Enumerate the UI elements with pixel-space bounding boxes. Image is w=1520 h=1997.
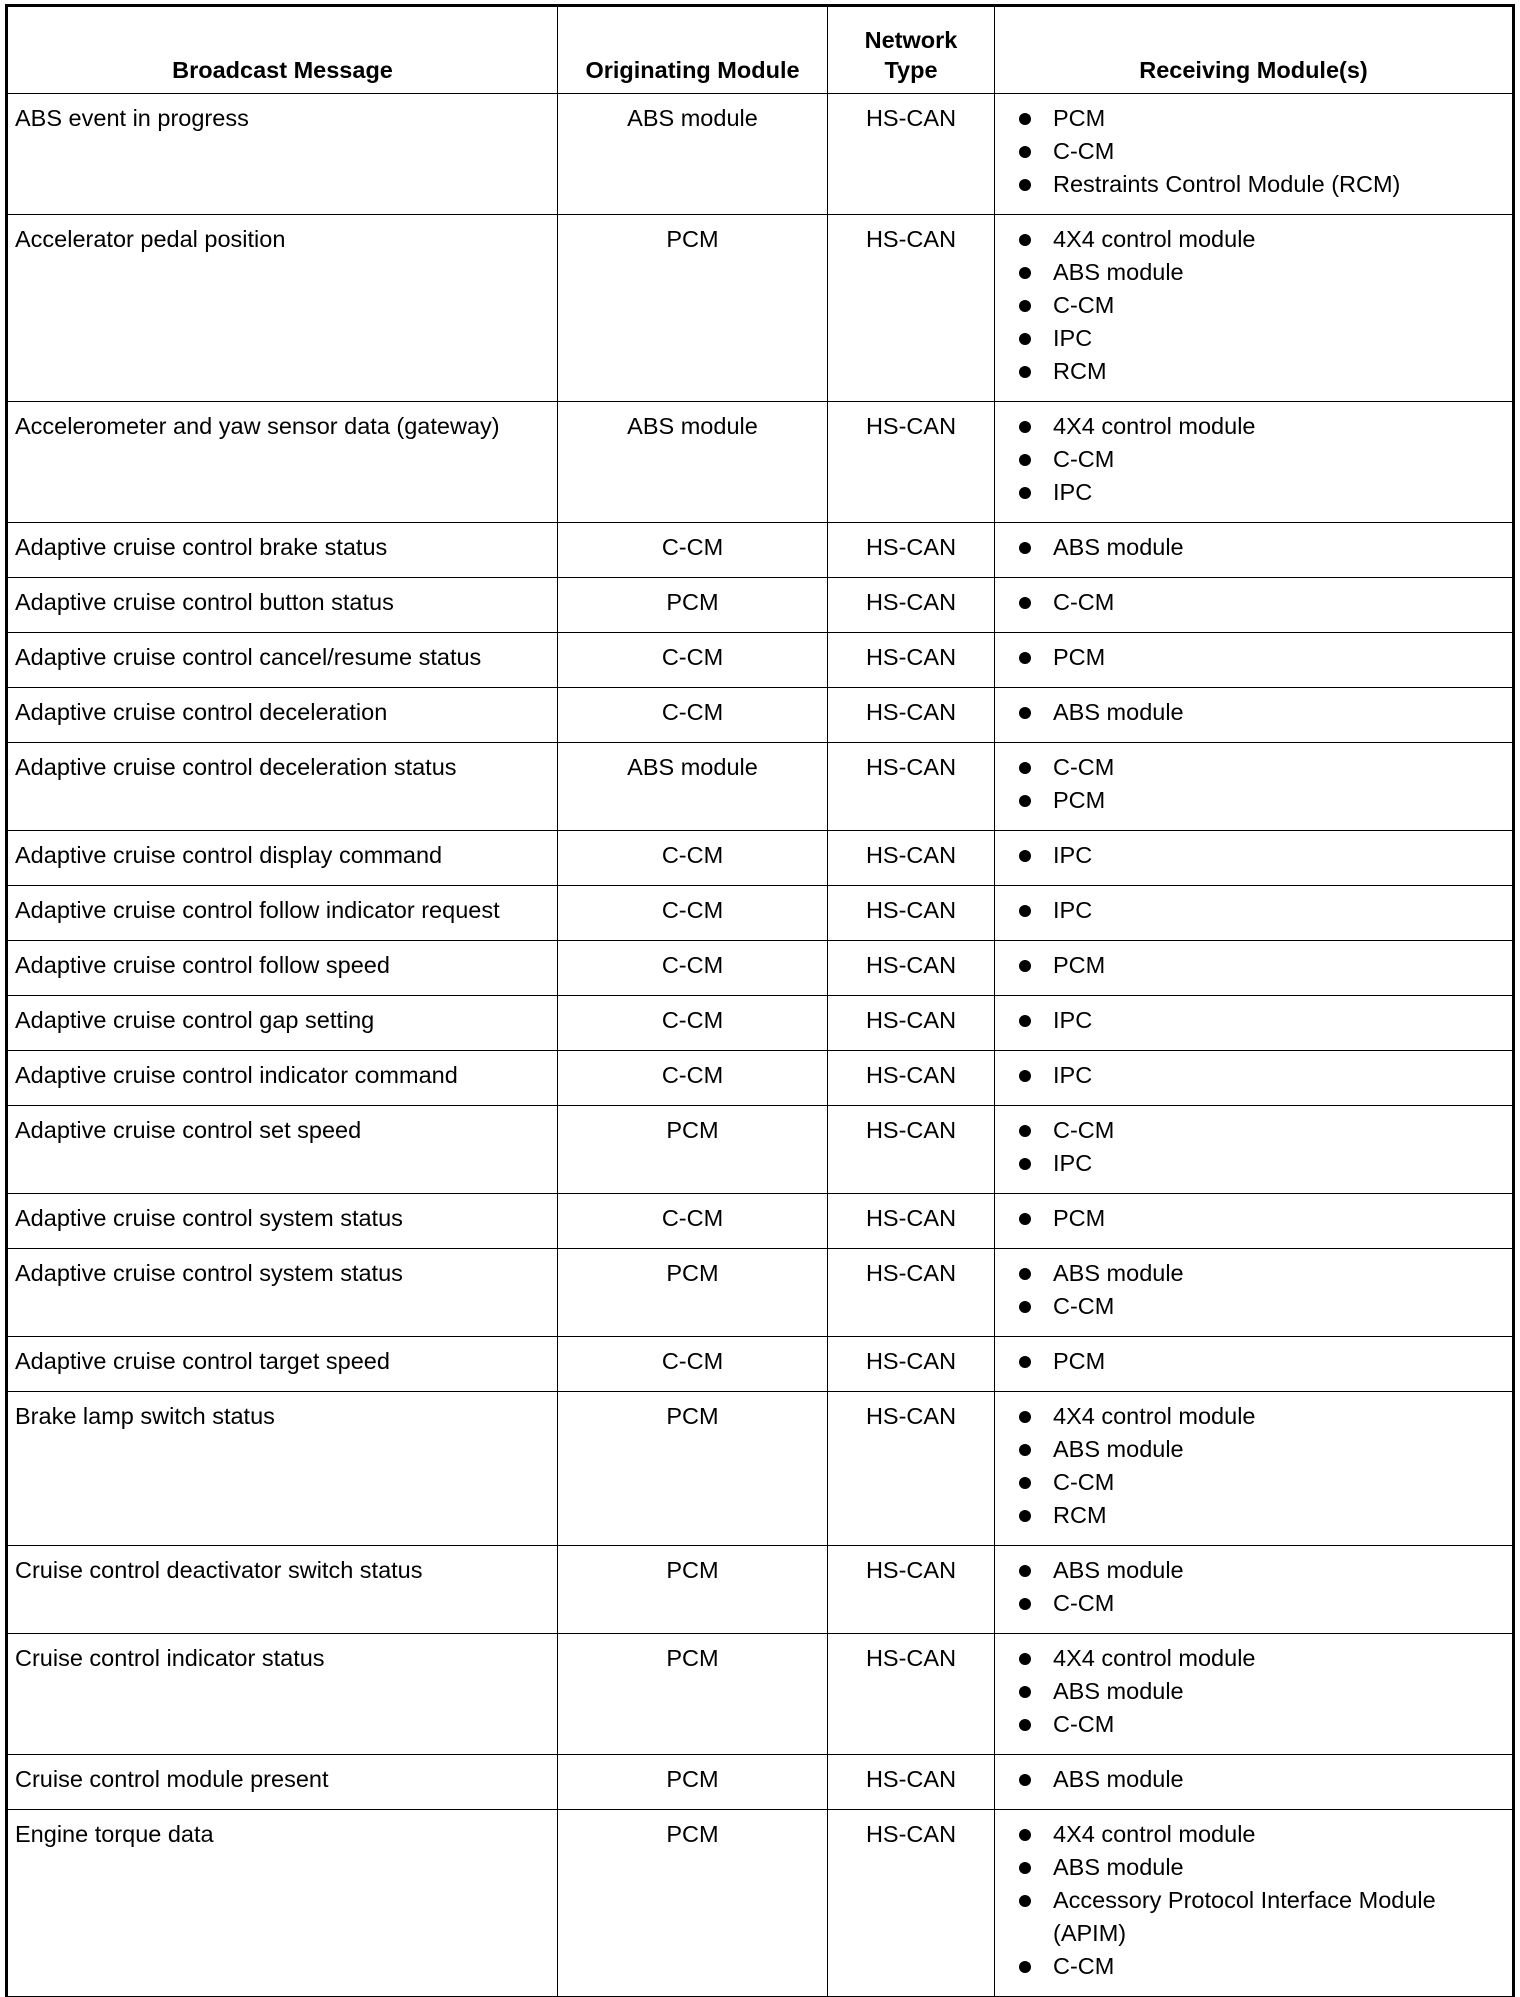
- receiving-module-item: PCM: [1019, 1202, 1504, 1235]
- broadcast-message-cell: Adaptive cruise control follow speed: [8, 941, 558, 996]
- table-row: [8, 215, 1513, 402]
- table-row: [8, 1392, 1513, 1546]
- network-type-cell: HS-CAN: [828, 1810, 995, 1997]
- receiving-module-item: C-CM: [1019, 1466, 1504, 1499]
- originating-module-cell: C-CM: [558, 688, 828, 743]
- receiving-modules-cell: [995, 402, 1513, 523]
- receiving-modules-list: [1019, 1642, 1504, 1741]
- originating-module-cell: C-CM: [558, 1337, 828, 1392]
- originating-module-cell: PCM: [558, 1810, 828, 1997]
- receiving-modules-list: [1019, 586, 1504, 619]
- receiving-modules-cell: [995, 633, 1513, 688]
- broadcast-message-cell: Cruise control indicator status: [8, 1634, 558, 1755]
- table-header-row: [8, 7, 1513, 94]
- receiving-module-item: C-CM: [1019, 586, 1504, 619]
- broadcast-message-cell: Adaptive cruise control brake status: [8, 523, 558, 578]
- receiving-modules-cell: [995, 1546, 1513, 1634]
- receiving-module-item: PCM: [1019, 784, 1504, 817]
- receiving-modules-cell: [995, 1106, 1513, 1194]
- receiving-module-item: ABS module: [1019, 1763, 1504, 1796]
- broadcast-message-cell: Engine torque data: [8, 1810, 558, 1997]
- receiving-module-item: ABS module: [1019, 1257, 1504, 1290]
- originating-module-cell: C-CM: [558, 831, 828, 886]
- network-type-cell: HS-CAN: [828, 743, 995, 831]
- receiving-module-item: Restraints Control Module (RCM): [1019, 168, 1504, 201]
- broadcast-message-cell: Adaptive cruise control indicator command: [8, 1051, 558, 1106]
- table-row: [8, 831, 1513, 886]
- originating-module-cell: ABS module: [558, 402, 828, 523]
- receiving-modules-cell: [995, 688, 1513, 743]
- receiving-modules-cell: [995, 215, 1513, 402]
- header-network-type-line1: Network: [864, 27, 958, 53]
- broadcast-message-cell: Adaptive cruise control set speed: [8, 1106, 558, 1194]
- network-type-cell: HS-CAN: [828, 1546, 995, 1634]
- receiving-modules-list: [1019, 1004, 1504, 1037]
- receiving-modules-cell: [995, 1249, 1513, 1337]
- table-row: [8, 886, 1513, 941]
- network-type-cell: HS-CAN: [828, 1755, 995, 1810]
- table-row: [8, 1249, 1513, 1337]
- network-type-cell: HS-CAN: [828, 1051, 995, 1106]
- broadcast-message-cell: Adaptive cruise control system status: [8, 1249, 558, 1337]
- originating-module-cell: ABS module: [558, 743, 828, 831]
- originating-module-cell: PCM: [558, 1755, 828, 1810]
- receiving-module-item: ABS module: [1019, 256, 1504, 289]
- receiving-modules-list: [1019, 1818, 1504, 1983]
- receiving-modules-list: [1019, 641, 1504, 674]
- originating-module-cell: PCM: [558, 578, 828, 633]
- network-type-cell: HS-CAN: [828, 996, 995, 1051]
- receiving-modules-list: [1019, 894, 1504, 927]
- header-originating-module: Originating Module: [558, 7, 828, 94]
- receiving-modules-list: [1019, 1554, 1504, 1620]
- receiving-module-item: C-CM: [1019, 289, 1504, 322]
- broadcast-message-cell: ABS event in progress: [8, 94, 558, 215]
- originating-module-cell: C-CM: [558, 523, 828, 578]
- table-row: [8, 996, 1513, 1051]
- broadcast-message-cell: Accelerator pedal position: [8, 215, 558, 402]
- receiving-module-item: C-CM: [1019, 1587, 1504, 1620]
- receiving-modules-cell: [995, 1051, 1513, 1106]
- receiving-modules-cell: [995, 1337, 1513, 1392]
- receiving-modules-cell: [995, 743, 1513, 831]
- receiving-modules-list: [1019, 1059, 1504, 1092]
- originating-module-cell: PCM: [558, 1546, 828, 1634]
- network-type-cell: HS-CAN: [828, 578, 995, 633]
- receiving-modules-list: [1019, 1202, 1504, 1235]
- receiving-modules-list: [1019, 1763, 1504, 1796]
- receiving-module-item: IPC: [1019, 322, 1504, 355]
- broadcast-message-cell: Cruise control module present: [8, 1755, 558, 1810]
- originating-module-cell: ABS module: [558, 94, 828, 215]
- receiving-modules-cell: [995, 523, 1513, 578]
- receiving-module-item: ABS module: [1019, 531, 1504, 564]
- receiving-module-item: IPC: [1019, 1059, 1504, 1092]
- receiving-module-item: 4X4 control module: [1019, 1642, 1504, 1675]
- receiving-modules-list: [1019, 1257, 1504, 1323]
- receiving-modules-list: [1019, 839, 1504, 872]
- receiving-modules-cell: [995, 831, 1513, 886]
- network-type-cell: HS-CAN: [828, 1106, 995, 1194]
- receiving-modules-cell: [995, 1634, 1513, 1755]
- receiving-module-item: ABS module: [1019, 1554, 1504, 1587]
- receiving-module-item: PCM: [1019, 1345, 1504, 1378]
- table-row: [8, 1634, 1513, 1755]
- network-type-cell: HS-CAN: [828, 1194, 995, 1249]
- receiving-module-item: RCM: [1019, 1499, 1504, 1532]
- receiving-modules-cell: [995, 94, 1513, 215]
- receiving-module-item: C-CM: [1019, 1290, 1504, 1323]
- broadcast-message-cell: Adaptive cruise control follow indicator request: [8, 886, 558, 941]
- receiving-module-item: ABS module: [1019, 1675, 1504, 1708]
- receiving-modules-cell: [995, 886, 1513, 941]
- originating-module-cell: PCM: [558, 1634, 828, 1755]
- broadcast-message-cell: Adaptive cruise control deceleration: [8, 688, 558, 743]
- receiving-module-item: C-CM: [1019, 1950, 1504, 1983]
- receiving-module-item: IPC: [1019, 894, 1504, 927]
- originating-module-cell: C-CM: [558, 633, 828, 688]
- receiving-modules-cell: [995, 1755, 1513, 1810]
- network-type-cell: HS-CAN: [828, 941, 995, 996]
- receiving-module-item: C-CM: [1019, 1114, 1504, 1147]
- network-type-cell: HS-CAN: [828, 831, 995, 886]
- broadcast-message-cell: Adaptive cruise control button status: [8, 578, 558, 633]
- table-row: [8, 402, 1513, 523]
- receiving-module-item: PCM: [1019, 102, 1504, 135]
- table-row: [8, 688, 1513, 743]
- network-type-cell: HS-CAN: [828, 1634, 995, 1755]
- broadcast-message-table-container: [7, 6, 1513, 1997]
- originating-module-cell: PCM: [558, 1106, 828, 1194]
- receiving-modules-cell: [995, 578, 1513, 633]
- header-network-type-line2: Type: [884, 57, 938, 83]
- originating-module-cell: C-CM: [558, 1194, 828, 1249]
- table-row: [8, 633, 1513, 688]
- receiving-module-item: C-CM: [1019, 135, 1504, 168]
- table-row: [8, 1546, 1513, 1634]
- receiving-module-item: PCM: [1019, 641, 1504, 674]
- receiving-module-item: 4X4 control module: [1019, 410, 1504, 443]
- broadcast-message-cell: Cruise control deactivator switch status: [8, 1546, 558, 1634]
- receiving-modules-list: [1019, 751, 1504, 817]
- table-row: [8, 1051, 1513, 1106]
- originating-module-cell: C-CM: [558, 941, 828, 996]
- receiving-module-item: ABS module: [1019, 1851, 1504, 1884]
- receiving-modules-cell: [995, 1392, 1513, 1546]
- receiving-modules-list: [1019, 1345, 1504, 1378]
- receiving-modules-list: [1019, 223, 1504, 388]
- header-receiving-modules: Receiving Module(s): [995, 7, 1513, 94]
- table-row: [8, 1194, 1513, 1249]
- network-type-cell: HS-CAN: [828, 94, 995, 215]
- receiving-module-item: 4X4 control module: [1019, 223, 1504, 256]
- table-row: [8, 1106, 1513, 1194]
- receiving-module-item: ABS module: [1019, 1433, 1504, 1466]
- receiving-modules-list: [1019, 696, 1504, 729]
- broadcast-message-cell: Adaptive cruise control display command: [8, 831, 558, 886]
- receiving-modules-cell: [995, 1194, 1513, 1249]
- table-row: [8, 523, 1513, 578]
- table-body: [8, 94, 1513, 1997]
- receiving-module-item: IPC: [1019, 1004, 1504, 1037]
- receiving-module-item: C-CM: [1019, 443, 1504, 476]
- originating-module-cell: PCM: [558, 1249, 828, 1337]
- receiving-module-item: ABS module: [1019, 696, 1504, 729]
- network-type-cell: HS-CAN: [828, 402, 995, 523]
- broadcast-message-cell: Accelerometer and yaw sensor data (gateway): [8, 402, 558, 523]
- originating-module-cell: PCM: [558, 1392, 828, 1546]
- broadcast-message-cell: Adaptive cruise control gap setting: [8, 996, 558, 1051]
- receiving-modules-cell: [995, 941, 1513, 996]
- network-type-cell: HS-CAN: [828, 1337, 995, 1392]
- table-row: [8, 941, 1513, 996]
- broadcast-message-cell: Adaptive cruise control cancel/resume status: [8, 633, 558, 688]
- network-type-cell: HS-CAN: [828, 688, 995, 743]
- network-type-cell: HS-CAN: [828, 886, 995, 941]
- receiving-modules-cell: [995, 996, 1513, 1051]
- originating-module-cell: C-CM: [558, 996, 828, 1051]
- table-row: [8, 743, 1513, 831]
- receiving-modules-list: [1019, 531, 1504, 564]
- receiving-module-item: 4X4 control module: [1019, 1400, 1504, 1433]
- network-type-cell: HS-CAN: [828, 215, 995, 402]
- broadcast-message-table: [7, 6, 1513, 1997]
- receiving-modules-list: [1019, 949, 1504, 982]
- originating-module-cell: PCM: [558, 215, 828, 402]
- receiving-module-item: IPC: [1019, 839, 1504, 872]
- receiving-module-item: PCM: [1019, 949, 1504, 982]
- network-type-cell: HS-CAN: [828, 633, 995, 688]
- receiving-module-item: C-CM: [1019, 751, 1504, 784]
- table-row: [8, 1337, 1513, 1392]
- broadcast-message-cell: Adaptive cruise control system status: [8, 1194, 558, 1249]
- receiving-modules-list: [1019, 1114, 1504, 1180]
- broadcast-message-cell: Brake lamp switch status: [8, 1392, 558, 1546]
- table-row: [8, 1755, 1513, 1810]
- broadcast-message-cell: Adaptive cruise control target speed: [8, 1337, 558, 1392]
- receiving-modules-list: [1019, 410, 1504, 509]
- table-row: [8, 1810, 1513, 1997]
- originating-module-cell: C-CM: [558, 886, 828, 941]
- originating-module-cell: C-CM: [558, 1051, 828, 1106]
- receiving-module-item: IPC: [1019, 476, 1504, 509]
- receiving-modules-list: [1019, 1400, 1504, 1532]
- receiving-module-item: Accessory Protocol Interface Module (APIM): [1019, 1884, 1504, 1950]
- header-broadcast-message: Broadcast Message: [8, 7, 558, 94]
- network-type-cell: HS-CAN: [828, 523, 995, 578]
- receiving-modules-cell: [995, 1810, 1513, 1997]
- broadcast-message-cell: Adaptive cruise control deceleration status: [8, 743, 558, 831]
- network-type-cell: HS-CAN: [828, 1249, 995, 1337]
- receiving-modules-list: [1019, 102, 1504, 201]
- receiving-module-item: RCM: [1019, 355, 1504, 388]
- header-network-type: [828, 7, 995, 94]
- receiving-module-item: C-CM: [1019, 1708, 1504, 1741]
- receiving-module-item: IPC: [1019, 1147, 1504, 1180]
- receiving-module-item: 4X4 control module: [1019, 1818, 1504, 1851]
- table-row: [8, 578, 1513, 633]
- network-type-cell: HS-CAN: [828, 1392, 995, 1546]
- table-row: [8, 94, 1513, 215]
